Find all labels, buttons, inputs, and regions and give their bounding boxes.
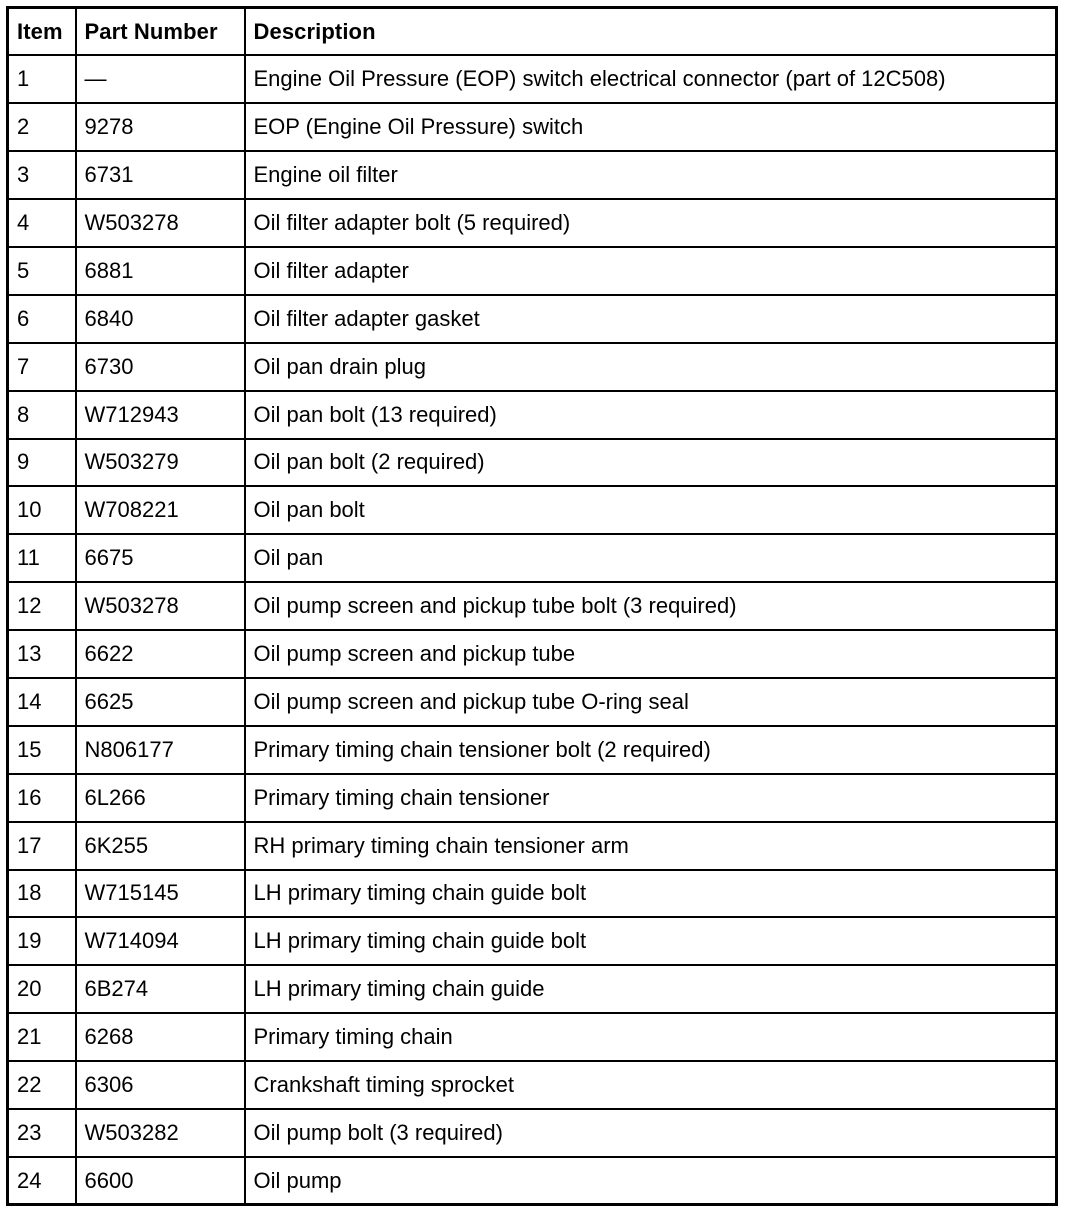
table-row: [8, 55, 1057, 103]
part-number-cell: 6L266: [76, 774, 245, 822]
part-number-cell: 6622: [76, 630, 245, 678]
table-row: [8, 774, 1057, 822]
table-row: [8, 295, 1057, 343]
part-number-cell: W503279: [76, 439, 245, 487]
part-number-cell: W503282: [76, 1109, 245, 1157]
description-cell: Oil pan bolt (2 required): [245, 439, 1057, 487]
item-cell: 22: [8, 1061, 76, 1109]
part-number-cell: 6881: [76, 247, 245, 295]
description-cell: Engine oil filter: [245, 151, 1057, 199]
part-number-cell: W715145: [76, 870, 245, 918]
part-number-cell: 6306: [76, 1061, 245, 1109]
description-cell: Oil pump bolt (3 required): [245, 1109, 1057, 1157]
table-header-row: [8, 8, 1057, 56]
part-number-cell: 6K255: [76, 822, 245, 870]
table-row: [8, 870, 1057, 918]
part-number-cell: W503278: [76, 199, 245, 247]
table-row: [8, 1061, 1057, 1109]
description-cell: Oil pan drain plug: [245, 343, 1057, 391]
table-row: [8, 199, 1057, 247]
item-cell: 14: [8, 678, 76, 726]
table-row: [8, 486, 1057, 534]
description-cell: Oil pump screen and pickup tube O-ring seal: [245, 678, 1057, 726]
description-cell: Oil filter adapter: [245, 247, 1057, 295]
part-number-cell: 6600: [76, 1157, 245, 1205]
part-number-cell: N806177: [76, 726, 245, 774]
part-number-cell: 6268: [76, 1013, 245, 1061]
item-cell: 19: [8, 917, 76, 965]
item-cell: 3: [8, 151, 76, 199]
item-cell: 17: [8, 822, 76, 870]
table-row: [8, 391, 1057, 439]
item-cell: 20: [8, 965, 76, 1013]
table-body: [8, 55, 1057, 1204]
item-cell: 2: [8, 103, 76, 151]
description-cell: LH primary timing chain guide bolt: [245, 870, 1057, 918]
part-number-cell: 6730: [76, 343, 245, 391]
header-part-number: Part Number: [76, 8, 245, 56]
description-cell: Oil pump screen and pickup tube: [245, 630, 1057, 678]
item-cell: 18: [8, 870, 76, 918]
description-cell: LH primary timing chain guide: [245, 965, 1057, 1013]
item-cell: 9: [8, 439, 76, 487]
description-cell: Crankshaft timing sprocket: [245, 1061, 1057, 1109]
item-cell: 6: [8, 295, 76, 343]
table-row: [8, 343, 1057, 391]
description-cell: Primary timing chain: [245, 1013, 1057, 1061]
table-row: [8, 1157, 1057, 1205]
table-row: [8, 917, 1057, 965]
description-cell: Oil filter adapter bolt (5 required): [245, 199, 1057, 247]
item-cell: 23: [8, 1109, 76, 1157]
table-row: [8, 103, 1057, 151]
part-number-cell: 6B274: [76, 965, 245, 1013]
header-item: Item: [8, 8, 76, 56]
part-number-cell: 6625: [76, 678, 245, 726]
item-cell: 13: [8, 630, 76, 678]
description-cell: Oil pan bolt: [245, 486, 1057, 534]
parts-table: [6, 6, 1058, 1206]
item-cell: 12: [8, 582, 76, 630]
description-cell: Oil pan bolt (13 required): [245, 391, 1057, 439]
description-cell: EOP (Engine Oil Pressure) switch: [245, 103, 1057, 151]
item-cell: 10: [8, 486, 76, 534]
item-cell: 24: [8, 1157, 76, 1205]
part-number-cell: W714094: [76, 917, 245, 965]
part-number-cell: 6675: [76, 534, 245, 582]
item-cell: 1: [8, 55, 76, 103]
table-row: [8, 726, 1057, 774]
table-row: [8, 1013, 1057, 1061]
item-cell: 8: [8, 391, 76, 439]
part-number-cell: W708221: [76, 486, 245, 534]
description-cell: LH primary timing chain guide bolt: [245, 917, 1057, 965]
description-cell: Primary timing chain tensioner: [245, 774, 1057, 822]
part-number-cell: —: [76, 55, 245, 103]
description-cell: RH primary timing chain tensioner arm: [245, 822, 1057, 870]
description-cell: Primary timing chain tensioner bolt (2 required): [245, 726, 1057, 774]
item-cell: 4: [8, 199, 76, 247]
table-row: [8, 534, 1057, 582]
table-row: [8, 630, 1057, 678]
header-description: Description: [245, 8, 1057, 56]
table-row: [8, 247, 1057, 295]
description-cell: Oil pan: [245, 534, 1057, 582]
description-cell: Oil pump: [245, 1157, 1057, 1205]
table-row: [8, 822, 1057, 870]
description-cell: Oil filter adapter gasket: [245, 295, 1057, 343]
item-cell: 21: [8, 1013, 76, 1061]
part-number-cell: 6731: [76, 151, 245, 199]
part-number-cell: 6840: [76, 295, 245, 343]
description-cell: Oil pump screen and pickup tube bolt (3 required): [245, 582, 1057, 630]
table-row: [8, 965, 1057, 1013]
table-row: [8, 1109, 1057, 1157]
item-cell: 15: [8, 726, 76, 774]
part-number-cell: W503278: [76, 582, 245, 630]
item-cell: 11: [8, 534, 76, 582]
description-cell: Engine Oil Pressure (EOP) switch electrical connector (part of 12C508): [245, 55, 1057, 103]
item-cell: 7: [8, 343, 76, 391]
table-row: [8, 582, 1057, 630]
table-row: [8, 439, 1057, 487]
part-number-cell: 9278: [76, 103, 245, 151]
table-row: [8, 678, 1057, 726]
part-number-cell: W712943: [76, 391, 245, 439]
item-cell: 16: [8, 774, 76, 822]
item-cell: 5: [8, 247, 76, 295]
table-row: [8, 151, 1057, 199]
